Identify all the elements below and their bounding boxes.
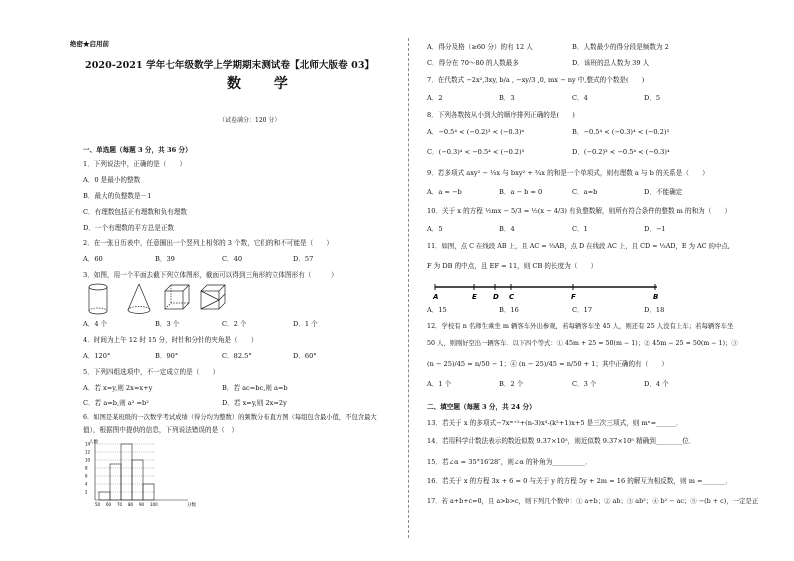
- histogram-ytick: 12: [85, 449, 91, 455]
- histogram-ytick: 2: [85, 489, 88, 495]
- histogram-xtick: 70: [117, 502, 123, 507]
- question-4-option-a[interactable]: A．120°: [83, 352, 111, 360]
- histogram-bar: [110, 464, 121, 500]
- question-7-option-b[interactable]: B．3: [499, 94, 515, 102]
- question-12-stem-cont: 50 人，则刚好空出一辆客车．以下四个等式：① 45m + 25 = 50(m − 1)；② 45m − 25 = 50(m − 1)；③: [427, 340, 738, 347]
- question-15: 15．若∠α = 35°16′28″，则∠α 的补角为__________．: [427, 458, 592, 466]
- histogram-bar: [121, 444, 132, 500]
- question-7-stem: 7．在代数式 −2x²,3xy, b/a , −xy/3 ,0, mx − ny 中,整式的个数是( ): [427, 76, 645, 84]
- question-10-option-a[interactable]: A．5: [427, 225, 443, 233]
- subject-title: 数 学: [227, 76, 302, 92]
- question-11-option-b[interactable]: B．16: [499, 306, 519, 314]
- question-1-option-d[interactable]: D．一个有理数的平方总是正数: [83, 224, 175, 232]
- question-6-option-a[interactable]: A．得分及格（≥60 分）的有 12 人: [427, 43, 533, 51]
- question-5-option-d[interactable]: D．若 x=y,则 2x=2y: [222, 399, 287, 407]
- segment-label-d: D: [493, 293, 499, 300]
- question-11-stem-cont: F 为 DB 的中点，且 EF = 11，则 CB 的长度为（ ）: [427, 262, 598, 270]
- question-7-option-c[interactable]: C．4: [572, 94, 588, 102]
- question-4-stem: 4．时间为上午 12 时 15 分，时针和分针的夹角是（ ）: [83, 336, 258, 344]
- question-11-stem: 11．如图，点 C 在线段 AB 上，且 AC = ⅓AB，点 D 在线段 AC 上，且 CD = ⅓AD，E 为 AC 的中点,: [427, 242, 730, 250]
- question-8-option-b[interactable]: B．−0.5⁴ < (−0.3)⁴ < (−0.2)³: [572, 128, 670, 136]
- histogram-xtick: 80: [128, 502, 134, 507]
- segment-label-a: A: [433, 293, 439, 300]
- question-9-option-a[interactable]: A．a = −b: [427, 188, 462, 196]
- histogram-ytick: 14: [85, 441, 91, 447]
- question-12-option-b[interactable]: B．2 个: [499, 380, 524, 388]
- question-9-option-d[interactable]: D．不能确定: [644, 188, 683, 196]
- question-12-stem-cont-2: (n − 25)/45 = n/50 − 1；④ (n − 25)/45 = n/50 + 1；其中正确的有（ ）: [427, 360, 669, 368]
- line-segment-figure: [427, 278, 667, 300]
- histogram-ylabel: 人数: [89, 440, 98, 445]
- question-17: 17．若 a+b+c=0，且 a>b>c，则下列几个数中：① a+b；② ab；③ ab²；④ b² − ac；⑤ −(b + c)，一定是正: [427, 497, 759, 505]
- question-12-option-c[interactable]: C．3 个: [572, 380, 597, 388]
- question-3-option-b[interactable]: B．3 个: [155, 320, 180, 328]
- histogram-ytick: 6: [85, 473, 88, 479]
- question-10-option-d[interactable]: D．−1: [644, 225, 666, 233]
- question-10-stem: 10．关于 x 的方程 ½mx − 5/3 = ½(x − 4/3) 有负整数解，则所有符合条件的整数 m 的和为（ ）: [427, 207, 732, 215]
- histogram-ytick: 8: [85, 465, 88, 471]
- question-13: 13．若关于 x 的多项式−7xᵐ⁺²+(n-3)x³-(k²+1)x+5 是三次三项式，则 mⁿ=______．: [427, 419, 683, 427]
- question-3-option-c[interactable]: C．2 个: [222, 320, 247, 328]
- question-2-option-a[interactable]: A．60: [83, 255, 103, 263]
- segment-label-f: F: [571, 293, 576, 300]
- solid-figures-image: [83, 282, 243, 316]
- question-10-option-b[interactable]: B．4: [499, 225, 515, 233]
- question-8-stem: 8．下列各数按从小到大的顺序排列正确的是( ): [427, 111, 575, 119]
- question-4-option-d[interactable]: D．60°: [293, 352, 317, 360]
- question-12-option-a[interactable]: A．1 个: [427, 380, 452, 388]
- question-6-stem-cont: 值），根据图中提供的信息，下列说法错误的是（ ）: [83, 426, 238, 434]
- histogram-xtick: 50: [95, 502, 101, 507]
- question-1-stem: 1．下列说法中，正确的是（ ）: [83, 160, 187, 168]
- frequency-histogram: [83, 436, 223, 510]
- question-9-stem: 9．若多项式 axy² − ⅓x 与 bxy² + ¾x 的和是一个单项式，则有理数 a 与 b 的关系是（ ）: [427, 169, 709, 177]
- histogram-ytick: 10: [85, 457, 91, 463]
- question-12-stem: 12．学校有 n 名师生乘坐 m 辆客车外出参观，若每辆客车坐 45 人，则还有 25 人没有上车；若每辆客车坐: [427, 322, 734, 330]
- cube-figure: [165, 285, 189, 309]
- question-6-option-c[interactable]: C．得分在 70～80 的人数最多: [427, 59, 519, 67]
- question-6-stem: 6．如图是某班级的一次数学考试成绩（得分均为整数）的频数分布直方图（每组包含最小值，不包含最大: [83, 414, 377, 421]
- question-3-option-a[interactable]: A．4 个: [83, 320, 108, 328]
- question-3-stem: 3．如图，用一个平面去截下列立体图形，截面可以得到三角形的立体图形有（ ）: [83, 271, 338, 279]
- histogram-xtick: 60: [106, 502, 112, 507]
- exam-title: 2020-2021 学年七年级数学上学期期末测试卷【北师大版卷 03】: [85, 60, 375, 71]
- question-9-option-c[interactable]: C．a=b: [572, 188, 598, 196]
- histogram-xlabel: 分数: [187, 503, 196, 508]
- question-12-option-d[interactable]: D．4 个: [644, 380, 669, 388]
- question-11-option-a[interactable]: A．15: [427, 306, 447, 314]
- question-2-option-c[interactable]: C．40: [222, 255, 243, 263]
- question-10-option-c[interactable]: C．1: [572, 225, 588, 233]
- question-4-option-b[interactable]: B．90°: [155, 352, 179, 360]
- cylinder-figure: [89, 284, 107, 314]
- question-2-option-b[interactable]: B．39: [155, 255, 175, 263]
- question-5-option-c[interactable]: C．若 a=b,则 a² =b²: [83, 399, 149, 407]
- segment-label-c: C: [509, 293, 515, 300]
- segment-label-b: B: [653, 293, 659, 300]
- question-5-option-b[interactable]: B．若 ac=bc,则 a=b: [222, 384, 288, 392]
- question-2-option-d[interactable]: D．57: [293, 255, 314, 263]
- histogram-bar: [99, 492, 110, 500]
- question-1-option-b[interactable]: B．最大的负整数是－1: [83, 192, 152, 200]
- question-6-option-b[interactable]: B．人数最少的得分段是频数为 2: [572, 43, 669, 51]
- question-1-option-c[interactable]: C．有理数包括正有理数和负有理数: [83, 208, 187, 216]
- histogram-xtick: 90: [139, 502, 145, 507]
- question-7-option-d[interactable]: D．5: [644, 94, 661, 102]
- segment-label-e: E: [472, 293, 477, 300]
- question-6-option-d[interactable]: D．该班的总人数为 39 人: [572, 59, 650, 67]
- question-7-option-a[interactable]: A．2: [427, 94, 443, 102]
- question-14: 14．若用科学计数法表示的数近似数 9.37×10⁵，则近似数 9.37×10⁵ 精确到________位．: [427, 437, 696, 445]
- question-9-option-b[interactable]: B．a − b = 0: [499, 188, 543, 196]
- question-1-option-a[interactable]: A．0 是最小的整数: [83, 176, 141, 184]
- histogram-bar: [132, 460, 143, 500]
- section-heading-single-choice: 一、单选题（每题 3 分，共 36 分）: [83, 146, 192, 154]
- question-11-option-d[interactable]: D．18: [644, 306, 665, 314]
- cone-figure: [128, 284, 150, 314]
- question-11-option-c[interactable]: C．17: [572, 306, 593, 314]
- section-heading-fill-blank: 二、填空题（每题 3 分，共 24 分）: [427, 403, 536, 411]
- histogram-ytick: 4: [85, 481, 88, 487]
- question-4-option-c[interactable]: C．82.5°: [222, 352, 252, 360]
- question-8-option-c[interactable]: C．(−0.3)⁴ < −0.5⁴ < (−0.2)³: [427, 148, 525, 156]
- question-16: 16．若关于 x 的方程 3x + 6 = 0 与关于 y 的方程 5y + 2m = 16 的解互为相反数，则 m =_______．: [427, 477, 733, 485]
- question-5-stem: 5．下列四组选项中，不一定成立的是（ ）: [83, 368, 220, 376]
- question-8-option-d[interactable]: D．(−0.2)³ < −0.5⁴ < (−0.3)⁴: [572, 148, 670, 156]
- total-score: （试卷满分：120 分）: [219, 117, 281, 124]
- prism-figure: [201, 285, 225, 309]
- question-3-option-d[interactable]: D．1 个: [293, 320, 318, 328]
- question-8-option-a[interactable]: A．−0.5⁴ < (−0.2)³ < (−0.3)⁴: [427, 128, 525, 136]
- confidential-mark: 绝密★启用前: [70, 40, 109, 48]
- question-5-option-a[interactable]: A．若 x=y,则 2x=x+y: [83, 384, 153, 392]
- question-2-stem: 2．在一张日历表中，任意圈出一个竖列上相邻的 3 个数，它们的和不可能是（ ）: [83, 239, 333, 247]
- right-page: [397, 0, 794, 561]
- histogram-xtick: 100: [150, 502, 158, 507]
